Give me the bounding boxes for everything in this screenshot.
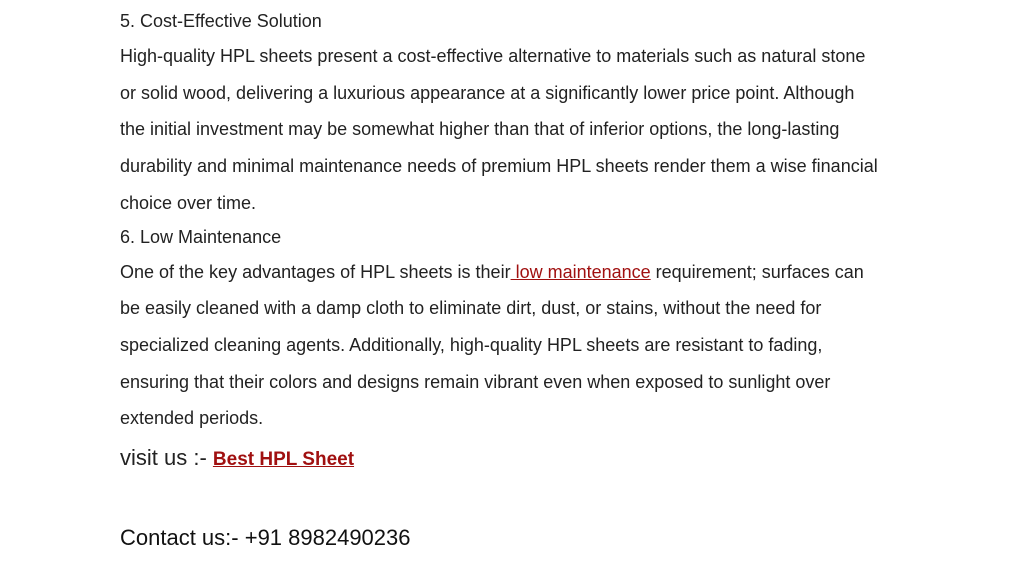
section-heading-low-maintenance: 6. Low Maintenance	[120, 226, 282, 247]
document-content	[120, 8, 920, 553]
paragraph-line: extended periods.	[120, 408, 264, 429]
paragraph-line: choice over time.	[120, 192, 257, 213]
visit-line	[120, 443, 920, 475]
section-paragraph-cost-effective	[120, 38, 920, 222]
low-maintenance-link[interactable]: low maintenance	[510, 261, 651, 282]
paragraph-line: or solid wood, delivering a luxurious appearance at a significantly lower price point. Although	[120, 82, 855, 103]
section-heading-cost-effective: 5. Cost-Effective Solution	[120, 11, 322, 31]
visit-prefix: visit us :-	[120, 445, 213, 471]
paragraph-text: requirement; surfaces can	[650, 261, 864, 282]
paragraph-text: One of the key advantages of HPL sheets is their	[120, 261, 511, 282]
paragraph-line: specialized cleaning agents. Additionally, high-quality HPL sheets are resistant to fading,	[120, 334, 823, 355]
paragraph-line: High-quality HPL sheets present a cost-effective alternative to materials such as natural stone	[120, 46, 866, 66]
paragraph-line: be easily cleaned with a damp cloth to eliminate dirt, dust, or stains, without the need for	[120, 298, 822, 319]
paragraph-line	[120, 254, 920, 291]
section-paragraph-low-maintenance	[120, 254, 920, 438]
contact-line: Contact us:- +91 8982490236	[120, 525, 411, 551]
best-hpl-sheet-link[interactable]: Best HPL Sheet	[212, 449, 355, 471]
paragraph-line: ensuring that their colors and designs remain vibrant even when exposed to sunlight over	[120, 371, 831, 392]
paragraph-line: durability and minimal maintenance needs of premium HPL sheets render them a wise financial	[120, 156, 878, 177]
paragraph-line: the initial investment may be somewhat higher than that of inferior options, the long-lasting	[120, 119, 840, 140]
